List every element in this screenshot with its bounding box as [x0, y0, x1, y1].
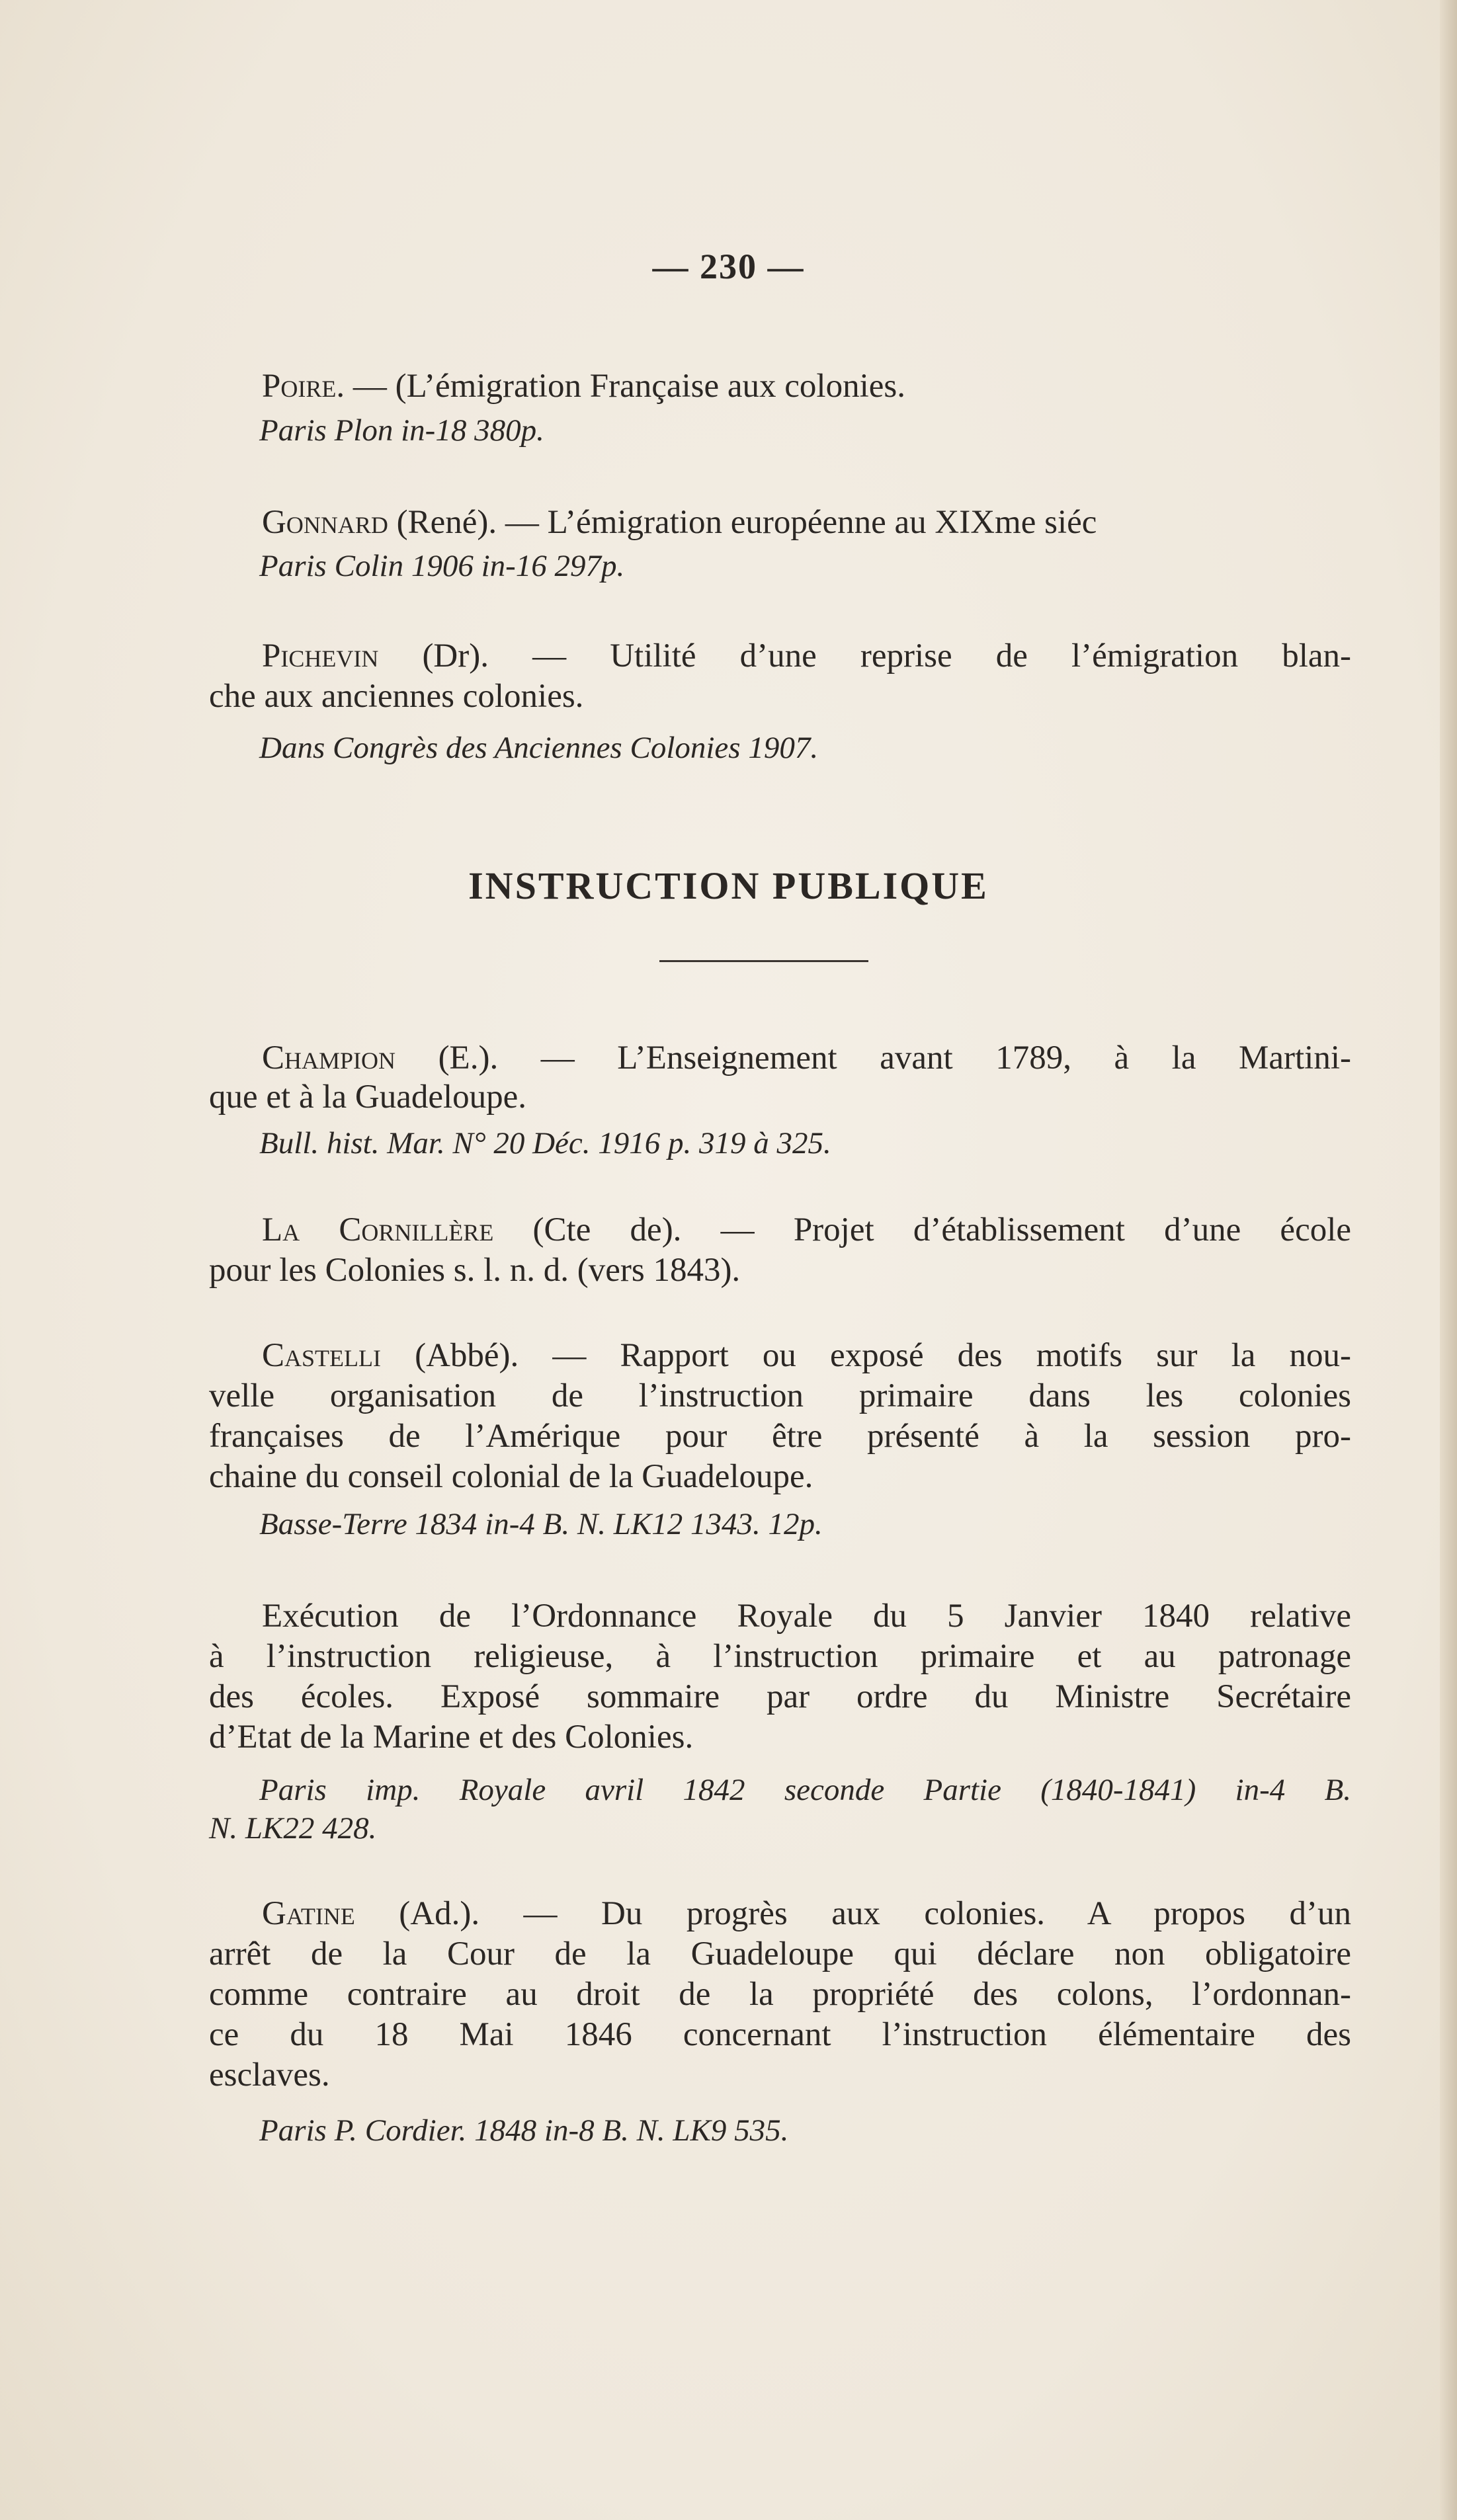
entry-text: velle organisation de l’instruction primaire dans les colonies — [209, 1377, 1351, 1414]
entry-text-line — [209, 1637, 1351, 1676]
entry-author: Gatine — [262, 1895, 399, 1932]
entry-text: (Dr). — Utilité d’une reprise de l’émigration blan- — [422, 637, 1351, 674]
entry-text-line — [209, 676, 1351, 716]
entry-text: (Ad.). — Du progrès aux colonies. A propos d’un — [399, 1895, 1351, 1932]
entry-text-line — [262, 1894, 1351, 1933]
entry-author: Castelli — [262, 1337, 415, 1374]
entry-author: Gonnard — [262, 504, 397, 541]
entry-text: ce du 18 Mai 1846 concernant l’instruction élémentaire des — [209, 2016, 1351, 2053]
entry-text: chaine du conseil colonial de la Guadeloupe. — [209, 1458, 813, 1495]
entry-text: françaises de l’Amérique pour être présenté à la session pro- — [209, 1418, 1351, 1455]
entry-text-line — [209, 1457, 1351, 1496]
page-edge — [1440, 0, 1457, 2520]
entry-text-line — [209, 2055, 1351, 2095]
entry-text: arrêt de la Cour de la Guadeloupe qui déclare non obligatoire — [209, 1935, 1351, 1972]
section-divider — [659, 960, 868, 962]
entry-source: Paris Colin 1906 in-16 297p. — [259, 549, 625, 583]
entry-source: N. LK22 428. — [209, 1811, 377, 1846]
entry-text: (E.). — L’Enseignement avant 1789, à la Martini- — [438, 1039, 1351, 1077]
entry-text-line — [209, 2015, 1351, 2054]
entry-text: comme contraire au droit de la propriété des colons, l’ordonnan- — [209, 1976, 1351, 2013]
entry-text-line — [209, 1077, 1351, 1117]
entry-source: Paris P. Cordier. 1848 in-8 B. N. LK9 535. — [259, 2113, 789, 2148]
entry-text-line — [209, 1376, 1351, 1416]
entry-author: Champion — [262, 1039, 438, 1077]
entry-text-line — [209, 1934, 1351, 1974]
section-heading: INSTRUCTION PUBLIQUE — [468, 864, 989, 907]
entry-text: — (L’émigration Française aux colonies. — [353, 368, 905, 405]
entry-text: esclaves. — [209, 2056, 330, 2093]
entry-source: Dans Congrès des Anciennes Colonies 1907. — [259, 731, 819, 765]
entry-text-line — [262, 1210, 1351, 1250]
entry-source: Basse-Terre 1834 in-4 B. N. LK12 1343. 12p. — [259, 1507, 823, 1541]
entry-text: à l’instruction religieuse, à l’instruction primaire et au patronage — [209, 1638, 1351, 1675]
entry-text-line — [209, 1974, 1351, 2014]
entry-text: d’Etat de la Marine et des Colonies. — [209, 1719, 694, 1756]
entry-text-line — [262, 503, 1351, 542]
entry-text-line — [262, 1596, 1351, 1636]
entry-source: Bull. hist. Mar. N° 20 Déc. 1916 p. 319 à 325. — [259, 1126, 831, 1160]
entry-text-line — [262, 1336, 1351, 1375]
entry-text: (Cte de). — Projet d’établissement d’une école — [532, 1211, 1352, 1248]
entry-text-line — [209, 1416, 1351, 1456]
entry-text-line — [262, 366, 1351, 406]
entry-author: La Cornillère — [262, 1211, 533, 1248]
entry-author: Poire. — [262, 368, 353, 405]
entry-text: (René). — L’émigration européenne au XIXme siéc — [396, 504, 1097, 541]
entry-text-line — [209, 1250, 1351, 1290]
entry-source: Paris imp. Royale avril 1842 seconde Partie (1840-1841) in-4 B. — [259, 1773, 1351, 1807]
entry-author: Pichevin — [262, 637, 423, 674]
entry-text: des écoles. Exposé sommaire par ordre du Ministre Secrétaire — [209, 1678, 1351, 1715]
entry-text-line — [209, 1677, 1351, 1717]
entry-text: que et à la Guadeloupe. — [209, 1078, 527, 1116]
entry-text: pour les Colonies s. l. n. d. (vers 1843). — [209, 1252, 741, 1289]
entry-text-line — [262, 636, 1351, 676]
entry-text: Exécution de l’Ordonnance Royale du 5 Janvier 1840 relative — [262, 1598, 1351, 1635]
entry-text: che aux anciennes colonies. — [209, 678, 584, 715]
entry-text-line — [262, 1038, 1351, 1078]
entry-text-line — [209, 1717, 1351, 1757]
entry-source: Paris Plon in-18 380p. — [259, 413, 544, 448]
entry-text: (Abbé). — Rapport ou exposé des motifs sur la nou- — [415, 1337, 1351, 1374]
page-number: — 230 — — [652, 247, 805, 286]
